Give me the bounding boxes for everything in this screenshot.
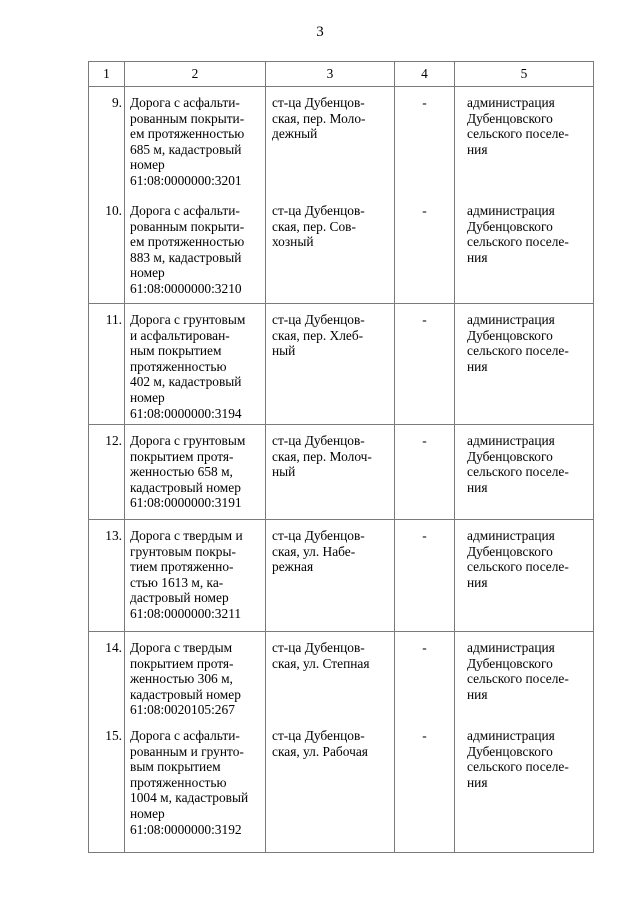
road-description-line: 685 м, кадастровый [130,141,242,157]
road-description-line: 61:08:0000000:3191 [130,495,242,511]
road-description-line: и асфальтирован- [130,327,230,343]
road-description-line: тием протяженно- [130,559,234,575]
owner-line: администрация [467,433,555,448]
owner [455,87,594,196]
column-4-value: - [395,632,455,721]
header-col-2: 2 [125,62,266,87]
roads-table [88,61,594,853]
road-description [125,632,266,721]
road-location-line: ская, пер. Сов- [272,218,356,234]
owner [455,195,594,304]
road-location-line: ст-ца Дубенцов- [272,433,365,448]
table-row [89,720,594,853]
road-description-line: ем протяженностью [130,234,245,250]
table-row [89,304,594,425]
row-number: 9. [89,87,125,196]
row-number: 11. [89,304,125,425]
road-description-line: номер [130,805,165,821]
road-location [266,720,395,853]
owner-line: сельского поселе- [467,343,569,359]
road-description [125,195,266,304]
owner-line: сельского поселе- [467,671,569,687]
owner [455,720,594,853]
road-description-line: ным покрытием [130,343,222,359]
owner-line: Дубенцовского [467,327,553,343]
owner [455,304,594,425]
road-description-line: ем протяженностью [130,126,245,142]
owner [455,425,594,520]
road-description-line: 61:08:0000000:3201 [130,172,242,188]
owner-line: администрация [467,640,555,655]
road-location-line: ская, ул. Рабочая [272,743,368,759]
road-location-line: ская, ул. Набе- [272,543,356,559]
road-location-line: ст-ца Дубенцов- [272,203,365,218]
owner-line: администрация [467,95,555,110]
owner-line: Дубенцовского [467,655,553,671]
owner-line: ния [467,574,488,590]
road-description-line: 402 м, кадастровый [130,374,242,390]
road-description-line: кадастровый номер [130,479,241,495]
owner-line: администрация [467,528,555,543]
table-row [89,425,594,520]
road-location-line: дежный [272,126,318,142]
owner [455,520,594,632]
road-description [125,304,266,425]
road-description-line: женностью 306 м, [130,671,233,687]
owner [455,632,594,721]
road-description-line: 61:08:0000000:3211 [130,605,242,621]
owner-line: ния [467,479,488,495]
owner-line: ния [467,141,488,157]
road-location [266,632,395,721]
road-location [266,425,395,520]
road-description-line: 61:08:0000000:3192 [130,821,242,837]
road-description-line: грунтовым покры- [130,543,236,559]
road-location-line: хозный [272,234,314,250]
road-description-line: Дорога с твердым и [130,528,243,543]
road-description-line: покрытием протя- [130,655,234,671]
road-description-line: рованным покрыти- [130,110,245,126]
road-location [266,304,395,425]
road-description [125,720,266,853]
road-description-line: номер [130,157,165,173]
road-description-line: протяженностью [130,774,227,790]
road-location [266,520,395,632]
owner-line: администрация [467,203,555,218]
road-description [125,520,266,632]
table-row [89,520,594,632]
owner-line: сельского поселе- [467,234,569,250]
road-description-line: номер [130,389,165,405]
row-number: 10. [89,195,125,304]
road-description [125,87,266,196]
road-location-line: ская, пер. Моло- [272,110,366,126]
road-description-line: 1004 м, кадастровый [130,790,249,806]
road-description-line: Дорога с грунтовым [130,312,246,327]
owner-line: администрация [467,312,555,327]
table-row [89,632,594,721]
page-number: 3 [316,24,324,40]
owner-line: сельского поселе- [467,759,569,775]
road-description-line: рованным и грунто- [130,743,244,759]
road-location-line: ст-ца Дубенцов- [272,95,365,110]
owner-line: сельского поселе- [467,559,569,575]
column-4-value: - [395,520,455,632]
road-location-line: ст-ца Дубенцов- [272,728,365,743]
owner-line: Дубенцовского [467,218,553,234]
header-col-5: 5 [455,62,594,87]
road-location-line: ст-ца Дубенцов- [272,312,365,327]
owner-line: администрация [467,728,555,743]
road-description-line: кадастровый номер [130,686,241,702]
owner-line: ния [467,249,488,265]
owner-line: сельского поселе- [467,126,569,142]
road-location [266,87,395,196]
road-description-line: Дорога с асфальти- [130,203,240,218]
header-col-1: 1 [89,62,125,87]
road-location-line: ный [272,343,296,359]
column-4-value: - [395,195,455,304]
road-description-line: Дорога с твердым [130,640,233,655]
owner-line: Дубенцовского [467,743,553,759]
road-description-line: протяженностью [130,358,227,374]
column-4-value: - [395,720,455,853]
owner-line: Дубенцовского [467,110,553,126]
row-number: 12. [89,425,125,520]
road-location-line: ская, ул. Степная [272,655,370,671]
road-location [266,195,395,304]
road-description-line: номер [130,265,165,281]
row-number: 14. [89,632,125,721]
owner-line: Дубенцовского [467,543,553,559]
road-description-line: рованным покрыти- [130,218,245,234]
road-description-line: 61:08:0020105:267 [130,702,235,718]
owner-line: ния [467,774,488,790]
road-location-line: ст-ца Дубенцов- [272,640,365,655]
road-description-line: женностью 658 м, [130,464,233,480]
road-location-line: ный [272,464,296,480]
header-col-4: 4 [395,62,455,87]
table-row [89,87,594,196]
road-description-line: 883 м, кадастровый [130,249,242,265]
road-description-line: 61:08:0000000:3210 [130,280,242,296]
road-description-line: покрытием протя- [130,448,234,464]
road-location-line: ская, пер. Молоч- [272,448,372,464]
road-description-line: Дорога с асфальти- [130,95,240,110]
road-description-line: вым покрытием [130,759,221,775]
road-description-line: 61:08:0000000:3194 [130,405,242,421]
road-description-line: дастровый номер [130,590,229,606]
road-description-line: стью 1613 м, ка- [130,574,224,590]
road-location-line: режная [272,559,314,575]
owner-line: сельского поселе- [467,464,569,480]
column-4-value: - [395,304,455,425]
owner-line: ния [467,358,488,374]
table-row [89,195,594,304]
owner-line: ния [467,686,488,702]
owner-line: Дубенцовского [467,448,553,464]
column-4-value: - [395,87,455,196]
header-col-3: 3 [266,62,395,87]
road-description-line: Дорога с асфальти- [130,728,240,743]
road-description [125,425,266,520]
road-location-line: ст-ца Дубенцов- [272,528,365,543]
road-location-line: ская, пер. Хлеб- [272,327,364,343]
row-number: 13. [89,520,125,632]
road-description-line: Дорога с грунтовым [130,433,246,448]
row-number: 15. [89,720,125,853]
column-4-value: - [395,425,455,520]
header-row [89,62,594,87]
